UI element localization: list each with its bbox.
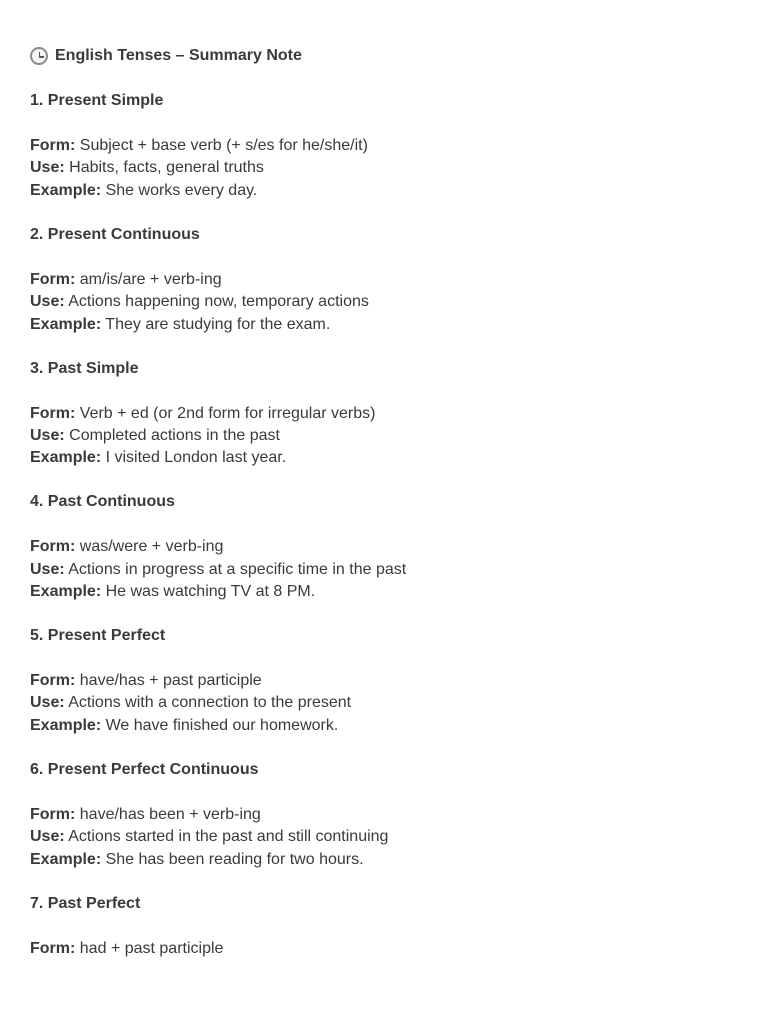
use-text: Habits, facts, general truths: [69, 159, 264, 177]
example-label: Example:: [30, 716, 102, 734]
note-body: [30, 45, 740, 982]
note-title-text: English Tenses – Summary Note: [55, 47, 302, 64]
form-text: was/were + verb-ing: [79, 538, 224, 556]
form-text: Verb + ed (or 2nd form for irregular verbs): [79, 404, 376, 422]
section-heading: 6. Present Perfect Continuous: [30, 760, 259, 778]
section-past-continuous: [30, 491, 740, 603]
use-text: Completed actions in the past: [69, 426, 280, 444]
example-text: She works every day.: [105, 181, 258, 199]
form-label: Form:: [30, 404, 76, 422]
form-line: [30, 804, 740, 826]
example-label: Example:: [30, 583, 102, 601]
section-heading: 5. Present Perfect: [30, 627, 166, 645]
form-label: Form:: [30, 137, 76, 154]
use-text: Actions in progress at a specific time in the past: [68, 560, 407, 578]
use-label: Use:: [30, 426, 65, 444]
example-line: [30, 849, 740, 871]
use-line: [30, 425, 740, 447]
form-line: [30, 938, 740, 960]
section-heading: 2. Present Continuous: [30, 225, 200, 243]
form-text: Subject + base verb (+ s/es for he/she/it): [79, 137, 368, 154]
form-line: [30, 536, 740, 558]
form-line: [30, 135, 740, 157]
section-present-continuous: [30, 224, 740, 336]
form-label: Form:: [30, 270, 76, 288]
section-heading: 3. Past Simple: [30, 359, 139, 377]
use-label: Use:: [30, 560, 65, 578]
example-text: She has been reading for two hours.: [105, 850, 364, 868]
example-label: Example:: [30, 850, 102, 868]
form-line: [30, 269, 740, 291]
use-label: Use:: [30, 159, 65, 177]
use-line: [30, 692, 740, 714]
section-heading: 4. Past Continuous: [30, 493, 175, 511]
form-label: Form:: [30, 672, 76, 690]
example-label: Example:: [30, 181, 102, 199]
form-label: Form:: [30, 538, 76, 556]
example-label: Example:: [30, 315, 102, 333]
use-text: Actions started in the past and still continuing: [68, 828, 389, 846]
use-text: Actions with a connection to the present: [68, 694, 352, 712]
form-label: Form:: [30, 939, 76, 957]
example-line: [30, 180, 740, 202]
form-text: am/is/are + verb-ing: [79, 270, 222, 288]
example-line: [30, 581, 740, 603]
form-text: have/has been + verb-ing: [79, 805, 261, 823]
form-line: [30, 670, 740, 692]
use-line: [30, 157, 740, 179]
example-line: [30, 447, 740, 469]
section-heading: 7. Past Perfect: [30, 894, 141, 912]
form-text: have/has + past participle: [79, 672, 262, 690]
use-line: [30, 559, 740, 581]
use-text: Actions happening now, temporary actions: [68, 293, 369, 311]
use-label: Use:: [30, 828, 65, 846]
form-line: [30, 403, 740, 425]
use-label: Use:: [30, 694, 65, 712]
use-line: [30, 291, 740, 313]
note-title: [30, 45, 740, 67]
example-text: We have finished our homework.: [105, 716, 339, 734]
example-line: [30, 715, 740, 737]
example-text: He was watching TV at 8 PM.: [105, 583, 316, 601]
section-heading: 1. Present Simple: [30, 92, 164, 109]
section-present-perfect-continuous: [30, 759, 740, 871]
section-present-perfect: [30, 625, 740, 737]
form-text: had + past participle: [79, 939, 224, 957]
clock-icon: [30, 47, 48, 65]
form-label: Form:: [30, 805, 76, 823]
use-label: Use:: [30, 293, 65, 311]
use-line: [30, 826, 740, 848]
example-label: Example:: [30, 449, 102, 467]
example-text: They are studying for the exam.: [105, 315, 331, 333]
section-present-simple: [30, 90, 740, 202]
section-past-simple: [30, 358, 740, 470]
example-text: I visited London last year.: [105, 449, 287, 467]
example-line: [30, 314, 740, 336]
section-past-perfect: [30, 893, 740, 960]
